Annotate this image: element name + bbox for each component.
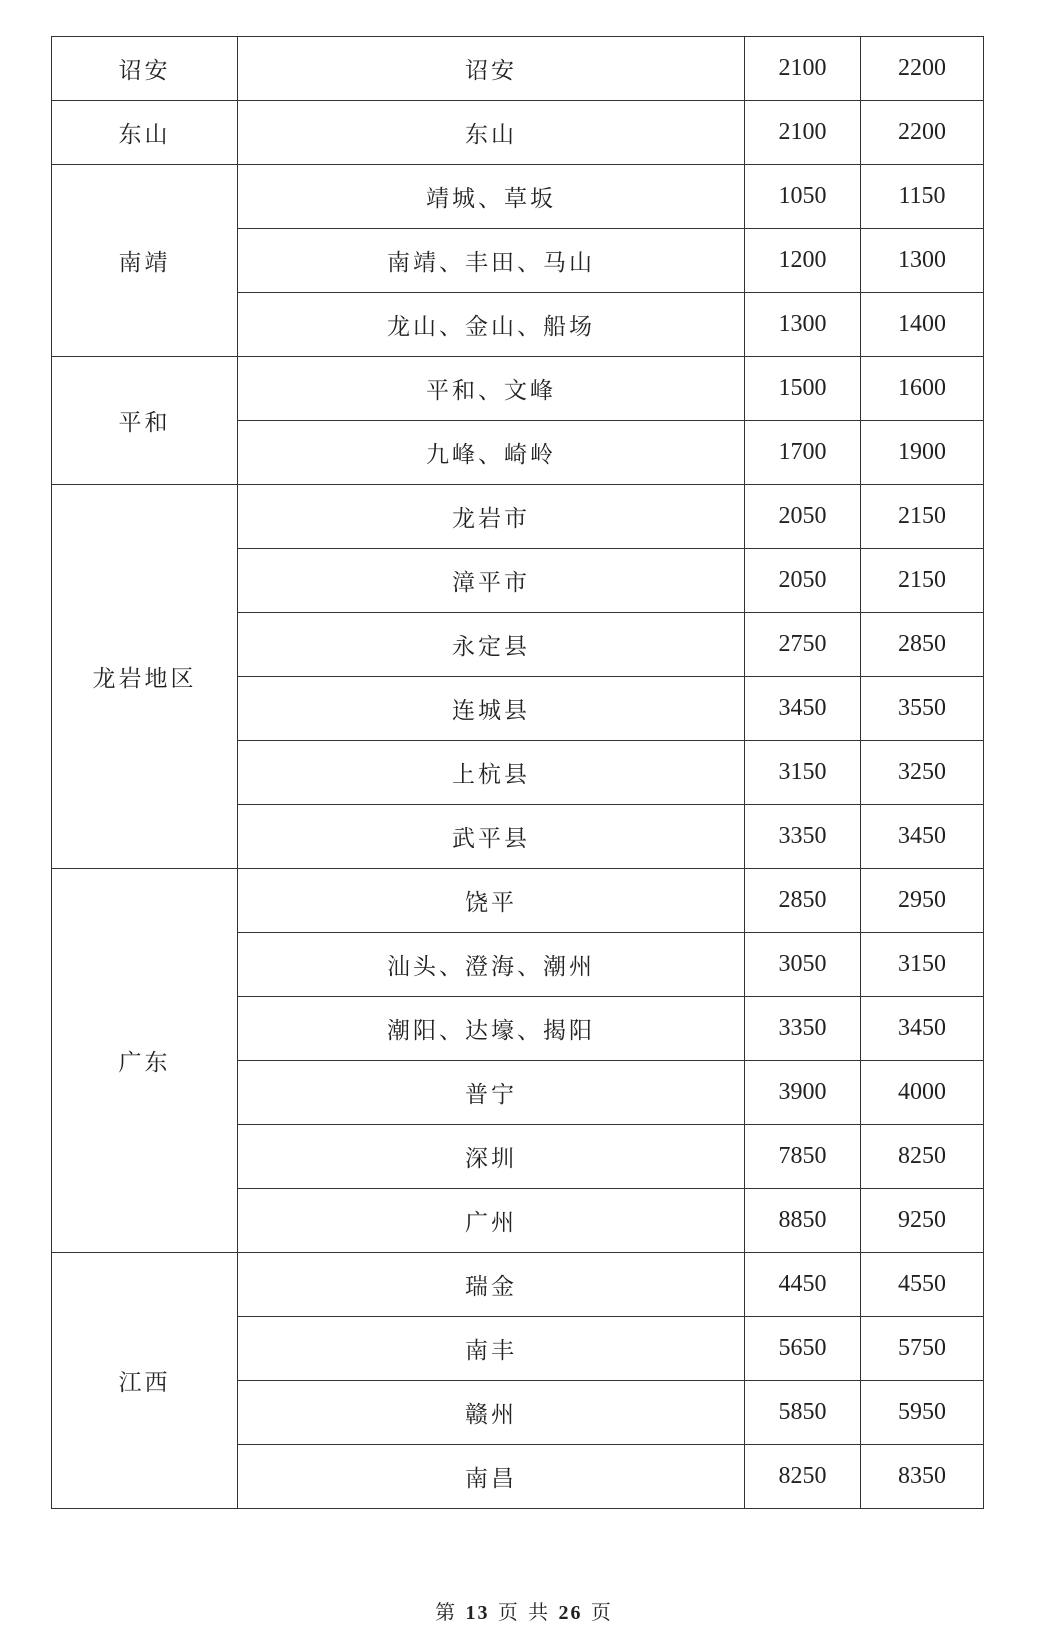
value-1-cell: 3450 xyxy=(745,677,861,741)
table-row xyxy=(52,485,984,549)
area-cell: 汕头、澄海、潮州 xyxy=(238,933,745,997)
table-row xyxy=(52,101,984,165)
value-2-cell: 3450 xyxy=(861,805,984,869)
value-2-cell: 1300 xyxy=(861,229,984,293)
price-table xyxy=(51,36,984,1509)
area-cell: 潮阳、达壕、揭阳 xyxy=(238,997,745,1061)
footer-page-number: 13 xyxy=(465,1602,490,1624)
value-2-cell: 3150 xyxy=(861,933,984,997)
area-cell: 南丰 xyxy=(238,1317,745,1381)
area-cell: 连城县 xyxy=(238,677,745,741)
region-cell: 龙岩地区 xyxy=(52,485,238,869)
value-1-cell: 4450 xyxy=(745,1253,861,1317)
region-cell: 平和 xyxy=(52,357,238,485)
value-1-cell: 5850 xyxy=(745,1381,861,1445)
area-cell: 饶平 xyxy=(238,869,745,933)
value-1-cell: 8250 xyxy=(745,1445,861,1509)
value-1-cell: 3350 xyxy=(745,805,861,869)
table-row xyxy=(52,869,984,933)
value-1-cell: 5650 xyxy=(745,1317,861,1381)
value-1-cell: 2050 xyxy=(745,485,861,549)
area-cell: 龙山、金山、船场 xyxy=(238,293,745,357)
area-cell: 深圳 xyxy=(238,1125,745,1189)
value-2-cell: 3250 xyxy=(861,741,984,805)
region-cell: 南靖 xyxy=(52,165,238,357)
table-row xyxy=(52,165,984,229)
value-1-cell: 2100 xyxy=(745,37,861,101)
area-cell: 南靖、丰田、马山 xyxy=(238,229,745,293)
area-cell: 龙岩市 xyxy=(238,485,745,549)
value-2-cell: 5750 xyxy=(861,1317,984,1381)
value-1-cell: 2050 xyxy=(745,549,861,613)
footer-suffix: 页 xyxy=(590,1600,613,1624)
value-1-cell: 1300 xyxy=(745,293,861,357)
value-1-cell: 1200 xyxy=(745,229,861,293)
value-1-cell: 2100 xyxy=(745,101,861,165)
area-cell: 东山 xyxy=(238,101,745,165)
value-2-cell: 2200 xyxy=(861,37,984,101)
page-footer xyxy=(0,1596,1048,1625)
area-cell: 广州 xyxy=(238,1189,745,1253)
value-2-cell: 1900 xyxy=(861,421,984,485)
area-cell: 南昌 xyxy=(238,1445,745,1509)
footer-total-pages: 26 xyxy=(558,1602,583,1624)
value-2-cell: 2200 xyxy=(861,101,984,165)
area-cell: 九峰、崎岭 xyxy=(238,421,745,485)
value-2-cell: 2150 xyxy=(861,549,984,613)
value-2-cell: 5950 xyxy=(861,1381,984,1445)
value-2-cell: 4550 xyxy=(861,1253,984,1317)
value-1-cell: 1700 xyxy=(745,421,861,485)
value-2-cell: 2950 xyxy=(861,869,984,933)
value-1-cell: 3900 xyxy=(745,1061,861,1125)
value-1-cell: 3350 xyxy=(745,997,861,1061)
area-cell: 普宁 xyxy=(238,1061,745,1125)
price-table-body xyxy=(52,37,984,1509)
value-2-cell: 3550 xyxy=(861,677,984,741)
value-1-cell: 3150 xyxy=(745,741,861,805)
area-cell: 上杭县 xyxy=(238,741,745,805)
area-cell: 赣州 xyxy=(238,1381,745,1445)
value-2-cell: 8350 xyxy=(861,1445,984,1509)
table-row xyxy=(52,37,984,101)
area-cell: 靖城、草坂 xyxy=(238,165,745,229)
value-2-cell: 2850 xyxy=(861,613,984,677)
value-2-cell: 9250 xyxy=(861,1189,984,1253)
region-cell: 诏安 xyxy=(52,37,238,101)
footer-mid: 页 共 xyxy=(497,1600,551,1624)
value-1-cell: 8850 xyxy=(745,1189,861,1253)
value-2-cell: 2150 xyxy=(861,485,984,549)
value-1-cell: 2750 xyxy=(745,613,861,677)
area-cell: 瑞金 xyxy=(238,1253,745,1317)
value-1-cell: 1500 xyxy=(745,357,861,421)
value-1-cell: 1050 xyxy=(745,165,861,229)
value-2-cell: 1400 xyxy=(861,293,984,357)
area-cell: 永定县 xyxy=(238,613,745,677)
value-1-cell: 2850 xyxy=(745,869,861,933)
table-row xyxy=(52,357,984,421)
region-cell: 广东 xyxy=(52,869,238,1253)
area-cell: 平和、文峰 xyxy=(238,357,745,421)
value-1-cell: 7850 xyxy=(745,1125,861,1189)
value-1-cell: 3050 xyxy=(745,933,861,997)
value-2-cell: 1150 xyxy=(861,165,984,229)
area-cell: 武平县 xyxy=(238,805,745,869)
region-cell: 东山 xyxy=(52,101,238,165)
value-2-cell: 4000 xyxy=(861,1061,984,1125)
value-2-cell: 8250 xyxy=(861,1125,984,1189)
value-2-cell: 3450 xyxy=(861,997,984,1061)
area-cell: 漳平市 xyxy=(238,549,745,613)
value-2-cell: 1600 xyxy=(861,357,984,421)
region-cell: 江西 xyxy=(52,1253,238,1509)
footer-prefix: 第 xyxy=(435,1600,458,1624)
area-cell: 诏安 xyxy=(238,37,745,101)
table-row xyxy=(52,1253,984,1317)
